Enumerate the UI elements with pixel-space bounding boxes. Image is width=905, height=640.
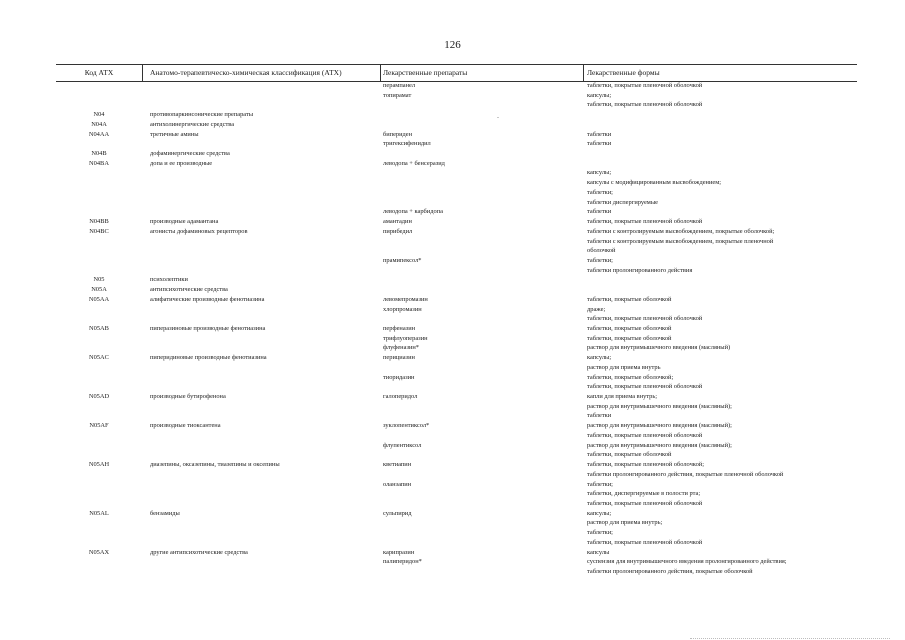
table-row: [56, 431, 857, 440]
drug-name: флуфеназин*: [383, 344, 419, 352]
dosage-form: таблетки: [587, 208, 612, 216]
table-row: [56, 275, 857, 284]
atc-classification: производные бутирофенона: [150, 393, 226, 401]
table-row: [56, 411, 857, 420]
dosage-form: таблетки, покрытые пленочной оболочкой: [587, 218, 703, 226]
table-row: [56, 266, 857, 275]
dosage-form: таблетки, покрытые пленочной оболочкой: [587, 315, 703, 323]
atc-classification: бензамиды: [150, 509, 180, 517]
dosage-form: раствор для приема внутрь;: [587, 519, 663, 527]
table-row: [56, 110, 857, 119]
drug-name: тригексифенидил: [383, 140, 431, 148]
table-row: [56, 334, 857, 343]
dosage-form: таблетки, покрытые пленочной оболочкой;: [587, 461, 704, 469]
dosage-form: таблетки с контролируемым высвобождением, покрытые пленочной: [587, 237, 774, 245]
table-row: [56, 460, 857, 469]
table-row: [56, 227, 857, 236]
drug-name: левомепромазин: [383, 295, 428, 303]
dosage-form: раствор для внутримышечного введения (масляный);: [587, 402, 732, 410]
dosage-form: таблетки, покрытые оболочкой: [587, 334, 672, 342]
atc-classification: допа и ее производные: [150, 159, 213, 167]
table-row: [56, 421, 857, 430]
drug-name: тиоридазин: [383, 373, 415, 381]
atc-classification: производные тиоксантена: [150, 422, 221, 430]
dosage-form: раствор для внутримышечного введения (масляный): [587, 344, 731, 352]
dosage-form: таблетки, диспергируемые в полости рта;: [587, 490, 701, 498]
dosage-form: таблетки, покрытые оболочкой: [587, 325, 672, 332]
dosage-form: раствор для внутримышечного введения (масляный);: [587, 441, 732, 449]
table-row: [56, 324, 857, 333]
atc-code: N05AB: [89, 325, 109, 332]
drug-name: бипериден: [383, 130, 413, 138]
atc-classification: пиперазиновые производные фенотиазина: [150, 325, 266, 332]
table-row: [56, 567, 857, 576]
drug-name: топирамат: [383, 91, 412, 99]
drug-name: сульпирид: [383, 509, 412, 517]
drug-name: перфеназин: [383, 325, 416, 332]
dosage-form: капсулы;: [587, 91, 612, 99]
drug-name: зуклопентиксол*: [383, 422, 430, 430]
atc-code: N05AL: [89, 509, 109, 517]
drug-name: галоперидол: [383, 393, 418, 401]
dosage-form: таблетки с контролируемым высвобождением, покрытые оболочкой;: [587, 227, 775, 235]
table-row: [56, 120, 857, 129]
table-row: [56, 441, 857, 450]
atc-classification: противопаркинсонические препараты: [150, 111, 254, 119]
table-row: [56, 100, 857, 109]
dosage-form: таблетки;: [587, 256, 613, 264]
drug-name: палиперидон*: [383, 558, 422, 566]
atc-classification: пиперидиновые производные фенотиазина: [150, 354, 267, 362]
atc-classification: другие антипсихотические средства: [150, 548, 248, 556]
drug-name: прамипексол*: [383, 256, 422, 264]
table-row: [56, 314, 857, 323]
table-row: [56, 363, 857, 372]
atc-classification: алифатические производные фенотиазина: [150, 295, 265, 303]
header-drugs: Лекарственные препараты: [383, 68, 468, 77]
table-row: [56, 130, 857, 139]
table-row: [56, 295, 857, 304]
atc-classification: агонисты дофаминовых рецепторов: [150, 227, 248, 235]
table-row: [56, 509, 857, 518]
dosage-form: таблетки, покрытые оболочкой: [587, 451, 672, 459]
table-row: [56, 217, 857, 226]
atc-code: N05: [93, 276, 105, 284]
dosage-form: таблетки: [587, 140, 612, 148]
dosage-form: таблетки;: [587, 480, 613, 488]
dosage-form: таблетки, покрытые оболочкой;: [587, 373, 674, 381]
dosage-form: капсулы с модифицированным высвобождением;: [587, 179, 722, 187]
drug-name: пирибедил: [383, 227, 413, 235]
drug-name: трифлуоперазин: [383, 334, 428, 342]
table-row: [56, 450, 857, 459]
table-row: [56, 382, 857, 391]
table-row: [56, 256, 857, 265]
dosage-form: раствор для внутримышечного введения (масляный);: [587, 422, 732, 430]
table-row: [56, 198, 857, 207]
dosage-form: таблетки пролонгированного действия: [587, 266, 693, 274]
drug-name: леводопа + карбидопа: [383, 208, 443, 216]
dosage-form: таблетки, покрытые пленочной оболочкой: [587, 538, 703, 546]
dosage-form: драже;: [587, 305, 606, 313]
table-row: [56, 188, 857, 197]
dosage-form: оболочкой: [587, 247, 616, 255]
dosage-form: капсулы: [587, 548, 610, 556]
header-forms: Лекарственные формы: [587, 68, 660, 77]
drug-name: леводопа + бенсеразид: [383, 159, 445, 167]
dosage-form: таблетки пролонгированного действия, покрытые оболочкой: [587, 568, 753, 575]
dosage-form: раствор для приема внутрь: [587, 363, 661, 371]
table-row: [56, 373, 857, 382]
table-row: [56, 139, 857, 148]
drug-name: хлорпромазин: [383, 305, 422, 313]
atc-code: N04BB: [89, 218, 109, 226]
atc-code: N04BC: [89, 227, 109, 235]
table-row: [56, 178, 857, 187]
dosage-form: таблетки диспергируемые: [587, 198, 658, 206]
dosage-form: капсулы;: [587, 509, 612, 517]
table-row: [56, 285, 857, 294]
atc-classification: дофаминергические средства: [150, 150, 230, 158]
table-row: [56, 499, 857, 508]
drug-name: флупентиксол: [383, 441, 422, 449]
table-row: [56, 489, 857, 498]
dosage-form: таблетки, покрытые пленочной оболочкой: [587, 101, 703, 109]
atc-code: N04B: [91, 150, 107, 158]
atc-code: N04A: [91, 120, 107, 128]
table-row: [56, 392, 857, 401]
atc-code: N05AC: [89, 354, 109, 362]
atc-classification: диазепины, оксазепины, тиазепины и оксепины: [150, 461, 280, 469]
table-row: [56, 149, 857, 158]
table-row: [56, 538, 857, 547]
dosage-form: таблетки, покрытые оболочкой: [587, 295, 672, 303]
table-row: [56, 343, 857, 352]
dosage-form: таблетки, покрытые пленочной оболочкой: [587, 383, 703, 391]
dosage-form: суспензия для внутримышечного введения пролонгированного действия;: [587, 558, 787, 566]
drug-name: оланзапин: [383, 480, 412, 488]
table-row: [56, 91, 857, 100]
dosage-form: капсулы;: [587, 354, 612, 362]
header-divider: [583, 65, 584, 81]
drug-name: кветиапин: [383, 461, 412, 469]
atc-code: N05AH: [88, 461, 110, 469]
header-code: Код АТХ: [84, 68, 114, 77]
dosage-form: таблетки, покрытые пленочной оболочкой: [587, 431, 703, 439]
table-row: [56, 548, 857, 557]
table-row: [56, 402, 857, 411]
atc-classification: третичные амины: [150, 130, 199, 138]
table-row: [56, 168, 857, 177]
dosage-form: таблетки, покрытые пленочной оболочкой: [587, 499, 703, 507]
scan-speck: [497, 117, 499, 118]
atc-classification: психолептики: [150, 276, 188, 284]
header-divider: [380, 65, 381, 81]
dosage-form: капли для приема внутрь;: [587, 393, 658, 401]
atc-code: N05AX: [88, 548, 110, 556]
atc-code: N04: [93, 111, 105, 119]
table-row: [56, 557, 857, 566]
dosage-form: таблетки, покрытые пленочной оболочкой: [587, 82, 703, 89]
dosage-form: капсулы;: [587, 169, 612, 177]
atc-classification: антипсихотические средства: [150, 286, 228, 294]
atc-code: N04AA: [88, 130, 110, 138]
table-row: [56, 246, 857, 255]
table-body: [56, 81, 857, 581]
table-row: [56, 353, 857, 362]
dosage-form: таблетки;: [587, 529, 613, 537]
atc-code: N05A: [91, 286, 107, 294]
page-number: 126: [444, 39, 461, 51]
header-classification: Анатомо-терапевтическо-химическая классификация (АТХ): [150, 68, 342, 77]
atc-classification: антихолинергические средства: [150, 120, 235, 128]
atc-code: N04BA: [89, 159, 109, 167]
drug-name: перициазин: [383, 354, 415, 362]
table-row: [56, 305, 857, 314]
table-row: [56, 159, 857, 168]
atc-code: N05AF: [89, 422, 109, 430]
drug-name: амантадин: [383, 218, 412, 226]
table-row: [56, 518, 857, 527]
table-row: [56, 81, 857, 90]
scan-edge-mark: [690, 632, 890, 639]
dosage-form: таблетки;: [587, 188, 613, 196]
table-row: [56, 528, 857, 537]
dosage-form: таблетки: [587, 130, 612, 138]
drug-name: перампанел: [383, 82, 416, 89]
dosage-form: таблетки: [587, 412, 612, 420]
table-row: [56, 237, 857, 246]
table-header: [56, 64, 857, 82]
dosage-form: таблетки пролонгированного действия, покрытые пленочной оболочкой: [587, 470, 784, 478]
atc-code: N05AA: [88, 295, 110, 303]
header-divider: [142, 65, 143, 81]
table-row: [56, 470, 857, 479]
drug-name: карипразин: [383, 548, 415, 556]
atc-code: N05AD: [88, 393, 110, 401]
table-row: [56, 480, 857, 489]
atc-classification: производные адамантана: [150, 218, 219, 226]
table-row: [56, 207, 857, 216]
